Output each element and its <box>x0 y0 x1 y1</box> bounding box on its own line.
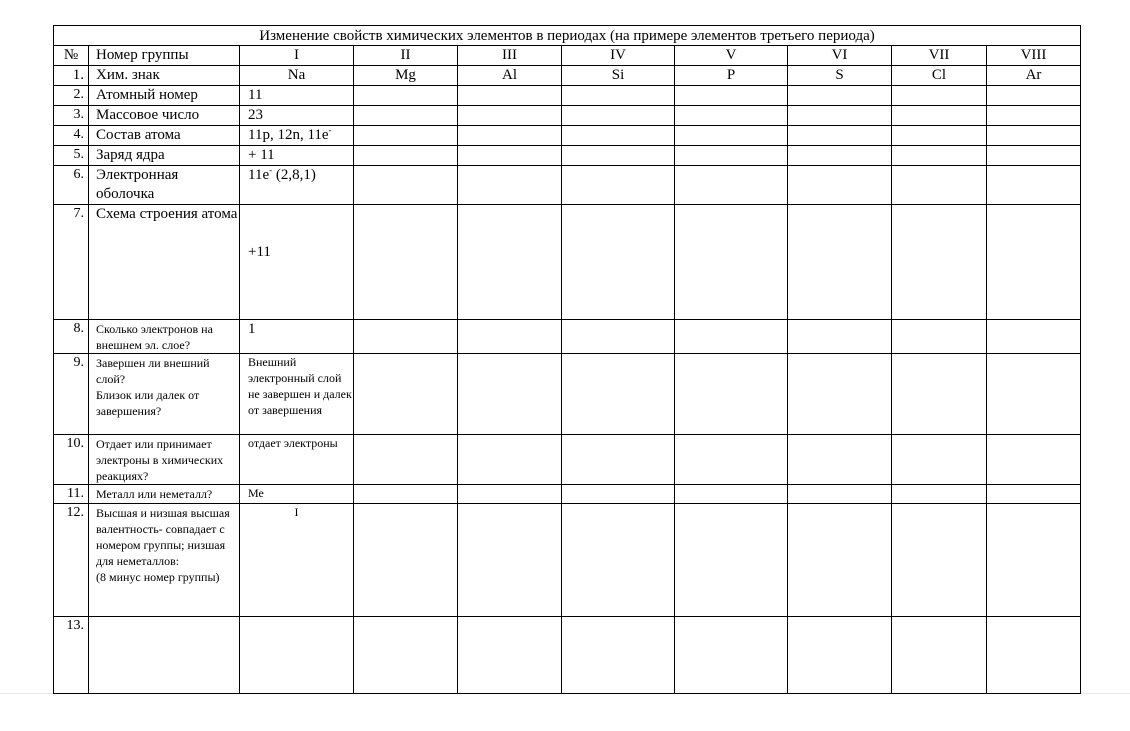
na-value: отдает электроны <box>240 435 354 485</box>
row-label: Атомный номер <box>89 86 240 106</box>
row-label: Электронная оболочка <box>89 166 240 205</box>
row-number: 9. <box>54 354 89 435</box>
table-row <box>54 146 1081 166</box>
header-row <box>54 46 1081 66</box>
element-symbol-p: P <box>675 66 788 86</box>
row-number: 10. <box>54 435 89 485</box>
element-symbol-na: Na <box>240 66 354 86</box>
row-label: Заряд ядра <box>89 146 240 166</box>
row-number: 12. <box>54 504 89 617</box>
group-header-1: I <box>240 46 354 66</box>
na-value-prefix: 11e <box>248 167 270 183</box>
row-number: 13. <box>54 617 89 694</box>
row-label: Сколько электронов на внешнем эл. слое? <box>89 320 240 354</box>
element-symbol-ar: Ar <box>987 66 1081 86</box>
row-number: 2. <box>54 86 89 106</box>
row-label: Завершен ли внешний слой? Близок или далек от завершения? <box>89 354 240 435</box>
header-num: № <box>54 46 89 66</box>
row-label: Высшая и низшая высшая валентность- совпадает с номером группы; низшая для неметаллов: (8 минус номер группы) <box>89 504 240 617</box>
element-symbol-al: Al <box>458 66 562 86</box>
table-row <box>54 166 1081 205</box>
element-properties-table <box>53 25 1081 694</box>
element-symbol-si: Si <box>562 66 675 86</box>
table-row <box>54 86 1081 106</box>
group-header-4: IV <box>562 46 675 66</box>
na-value: I <box>240 504 354 617</box>
group-header-8: VIII <box>987 46 1081 66</box>
na-value: 23 <box>240 106 354 126</box>
table-row <box>54 617 1081 694</box>
row-number: 8. <box>54 320 89 354</box>
table-title-row <box>54 26 1081 46</box>
row-number: 1. <box>54 66 89 86</box>
na-value: 11 <box>240 86 354 106</box>
row-number: 4. <box>54 126 89 146</box>
na-value: 1 <box>240 320 354 354</box>
row-label: Хим. знак <box>89 66 240 86</box>
table-row <box>54 320 1081 354</box>
table-row <box>54 205 1081 320</box>
table-title: Изменение свойств химических элементов в периодах (на примере элементов третьего периода) <box>54 26 1081 46</box>
na-value: + 11 <box>240 146 354 166</box>
na-value-text: 11p, 12n, 11e <box>248 127 329 143</box>
row-label: Состав атома <box>89 126 240 146</box>
na-value: Ме <box>240 485 354 504</box>
table-row <box>54 354 1081 435</box>
row-label: Схема строения атома <box>89 205 240 320</box>
row-number: 7. <box>54 205 89 320</box>
row-number: 5. <box>54 146 89 166</box>
table-row <box>54 435 1081 485</box>
na-value <box>240 126 354 146</box>
group-header-2: II <box>354 46 458 66</box>
na-value <box>240 617 354 694</box>
element-symbol-s: S <box>788 66 892 86</box>
group-header-6: VI <box>788 46 892 66</box>
row-number: 11. <box>54 485 89 504</box>
row-label <box>89 617 240 694</box>
row-label: Отдает или принимает электроны в химических реакциях? <box>89 435 240 485</box>
na-value: +11 <box>240 205 354 320</box>
row-number: 3. <box>54 106 89 126</box>
row-label: Металл или неметалл? <box>89 485 240 504</box>
na-value: Внешний электронный слой не завершен и далек от завершения <box>240 354 354 435</box>
symbols-row <box>54 66 1081 86</box>
row-number: 6. <box>54 166 89 205</box>
element-symbol-cl: Cl <box>892 66 987 86</box>
na-value <box>240 166 354 205</box>
group-header-7: VII <box>892 46 987 66</box>
na-value-text: (2,8,1) <box>272 167 316 183</box>
electron-sign: - <box>269 165 273 175</box>
row-label: Массовое число <box>89 106 240 126</box>
group-header-5: V <box>675 46 788 66</box>
table-row <box>54 106 1081 126</box>
group-header-3: III <box>458 46 562 66</box>
table-row <box>54 126 1081 146</box>
table-row <box>54 504 1081 617</box>
element-symbol-mg: Mg <box>354 66 458 86</box>
table-row <box>54 485 1081 504</box>
header-group-label: Номер группы <box>89 46 240 66</box>
electron-sign: - <box>328 125 332 135</box>
